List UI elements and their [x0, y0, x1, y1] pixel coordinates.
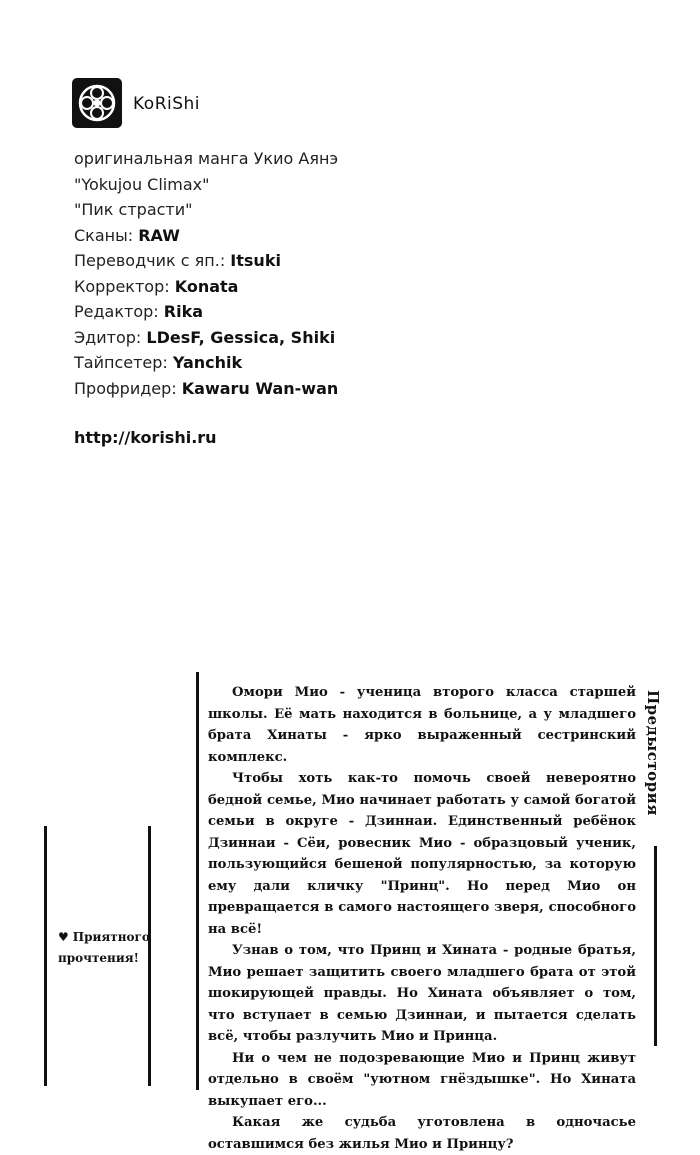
- synopsis-paragraph: Чтобы хоть как-то помочь своей невероятно бедной семье, Мио начинает работать у самой богатой семьи в округе - Дзиннаи. Единственный ребёнок Дзиннаи - Сёи, ровесник Мио - образцовый ученик, пользующийся бешеной популярностью, за которую ему дали кличку "Принц". Но перед Мио он превращается в самого настоящего зверя, способного на всё!: [208, 771, 636, 937]
- heart-icon: ♥: [58, 930, 69, 944]
- left-rule-inner: [148, 826, 151, 1086]
- credit-line-proofreader: Профридер: Kawaru Wan-wan: [74, 378, 339, 398]
- brand-name: KoRiShi: [133, 94, 201, 114]
- synopsis-paragraph: Какая же судьба уготовлена в одночасье оставшимся без жилья Мио и Принцу?: [208, 1115, 636, 1152]
- left-rule-outer: [44, 826, 47, 1086]
- credit-line-corrector: Корректор: Konata: [74, 276, 239, 296]
- greeting-text: Приятного прочтения!: [58, 930, 150, 965]
- synopsis-title: Предыстория: [644, 690, 662, 816]
- synopsis: [208, 682, 636, 1155]
- credit-line-title-ru: "Пик страсти": [74, 200, 193, 219]
- greeting: [58, 927, 148, 969]
- credit-line-title: "Yokujou Climax": [74, 174, 210, 194]
- right-rule: [654, 846, 657, 1046]
- credit-line-translator: Переводчик с яп.: Itsuki: [74, 251, 281, 270]
- credits-list: [74, 146, 494, 401]
- credit-line-editor: Редактор: Rika: [74, 302, 204, 321]
- credit-line-typesetter: Тайпсетер: Yanchik: [74, 353, 243, 372]
- synopsis-paragraph: Узнав о том, что Принц и Хината - родные братья, Мио решает защитить своего младшего брата от этой шокирующей правды. Но Хината объявляет о том, что вступает в семью Дзиннаи, и пытается сделать всё, чтобы разлучить Мио и Принца.: [208, 943, 636, 1044]
- credit-line-image-editor: Эдитор: LDesF, Gessica, Shiki: [74, 327, 336, 347]
- synopsis-paragraph: Ни о чем не подозревающие Мио и Принц живут отдельно в своём "уютном гнёздышке". Но Хината выкупает его...: [208, 1050, 636, 1109]
- credit-line-original: оригинальная манга Укио Аянэ: [74, 149, 339, 168]
- site-url: http://korishi.ru: [74, 428, 217, 447]
- synopsis-rule: [196, 672, 199, 1090]
- crest-icon: [72, 78, 122, 128]
- credit-line-scans: Сканы: RAW: [74, 225, 180, 245]
- synopsis-paragraph: Омори Мио - ученица второго класса старшей школы. Её мать находится в больнице, а у младшего брата Хинаты - ярко выраженный сестринский комплекс.: [208, 685, 636, 765]
